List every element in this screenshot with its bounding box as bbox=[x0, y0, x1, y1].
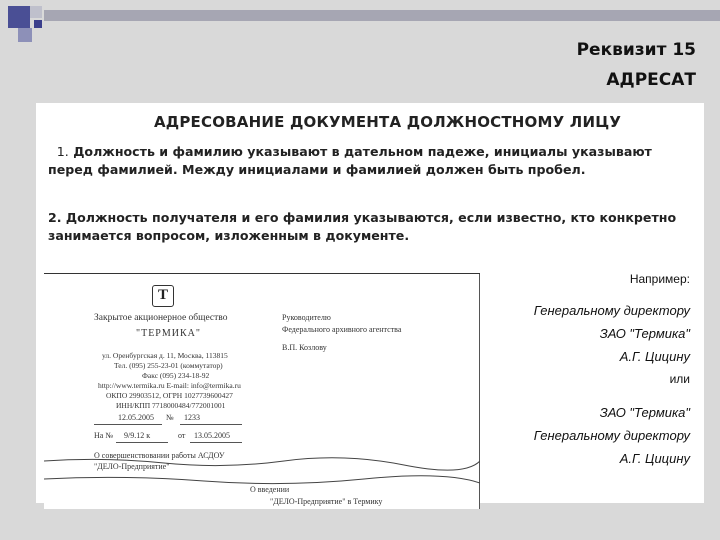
ref-underline bbox=[116, 442, 168, 443]
addressee-organization: Федерального архивного агентства bbox=[282, 325, 402, 334]
paragraph-1 bbox=[48, 143, 688, 179]
address-line: Факс (095) 234-18-92 bbox=[142, 371, 210, 380]
torn-edge-lines bbox=[44, 449, 480, 509]
corner-square-tiny bbox=[34, 20, 42, 28]
slide-subtitle: АДРЕСАТ bbox=[606, 70, 696, 90]
example-2-line: Генеральному директору bbox=[533, 428, 690, 443]
paragraph-2: 2. Должность получателя и его фамилия указываются, если известно, кто конкретно занимается вопросом, изложенным в документе. bbox=[48, 210, 677, 243]
paragraph-1-number: 1. bbox=[56, 144, 69, 159]
org-name: "ТЕРМИКА" bbox=[136, 328, 201, 339]
doc-number: 1233 bbox=[184, 413, 200, 422]
date-underline bbox=[94, 424, 162, 425]
example-1-line: А.Г. Цицину bbox=[619, 349, 690, 364]
example-1-line: Генеральному директору bbox=[533, 303, 690, 318]
example-or: или bbox=[669, 372, 690, 386]
company-logo: Т bbox=[152, 285, 174, 307]
sample-letterhead bbox=[44, 273, 480, 509]
ref-date-underline bbox=[190, 442, 242, 443]
example-2-line: ЗАО "Термика" bbox=[599, 405, 690, 420]
subject-line: О совершенствовании работы АСДОУ bbox=[94, 451, 225, 460]
org-type: Закрытое акционерное общество bbox=[94, 313, 228, 323]
doc-date: 12.05.2005 bbox=[118, 413, 154, 422]
example-1-line: ЗАО "Термика" bbox=[599, 326, 690, 341]
address-line: Тел. (095) 255-23-01 (коммутатор) bbox=[114, 361, 223, 370]
example-2-line: А.Г. Цицину bbox=[619, 451, 690, 466]
address-line: ул. Оренбургская д. 11, Москва, 113815 bbox=[102, 351, 228, 360]
addressee-name: В.П. Козлову bbox=[282, 343, 327, 352]
address-line: ИНН/КПП 7718000484/772001001 bbox=[116, 401, 226, 410]
address-line: ОКПО 29903512, ОГРН 1027739600427 bbox=[106, 391, 233, 400]
addressee-position: Руководителю bbox=[282, 313, 331, 322]
ref-number: 9/9.12 к bbox=[124, 431, 151, 440]
subject-line: "ДЕЛО-Предприятие" bbox=[94, 462, 170, 471]
corner-square-light bbox=[30, 6, 42, 18]
footer-line: "ДЕЛО-Предприятие" в Термику bbox=[270, 497, 383, 506]
example-label: Например: bbox=[629, 272, 690, 286]
corner-square-dark bbox=[8, 6, 30, 28]
number-underline bbox=[180, 424, 242, 425]
header-bar bbox=[44, 10, 720, 21]
slide-title: Реквизит 15 bbox=[576, 40, 696, 60]
footer-line: О введении bbox=[250, 485, 290, 494]
paragraph-1-text: Должность и фамилию указывают в дательном падеже, инициалы указывают перед фамилией. Между инициалами и фамилией должен быть пробел. bbox=[48, 144, 652, 177]
corner-square-small bbox=[18, 28, 32, 42]
sample-top-border bbox=[44, 273, 480, 274]
content-heading: АДРЕСОВАНИЕ ДОКУМЕНТА ДОЛЖНОСТНОМУ ЛИЦУ bbox=[154, 113, 622, 131]
ref-date: 13.05.2005 bbox=[194, 431, 230, 440]
address-line: http://www.termika.ru E-mail: info@termika.ru bbox=[98, 381, 241, 390]
ref-label: На № bbox=[94, 431, 113, 440]
ref-from: от bbox=[178, 431, 186, 440]
content-panel bbox=[36, 103, 704, 506]
doc-number-label: № bbox=[166, 413, 174, 422]
